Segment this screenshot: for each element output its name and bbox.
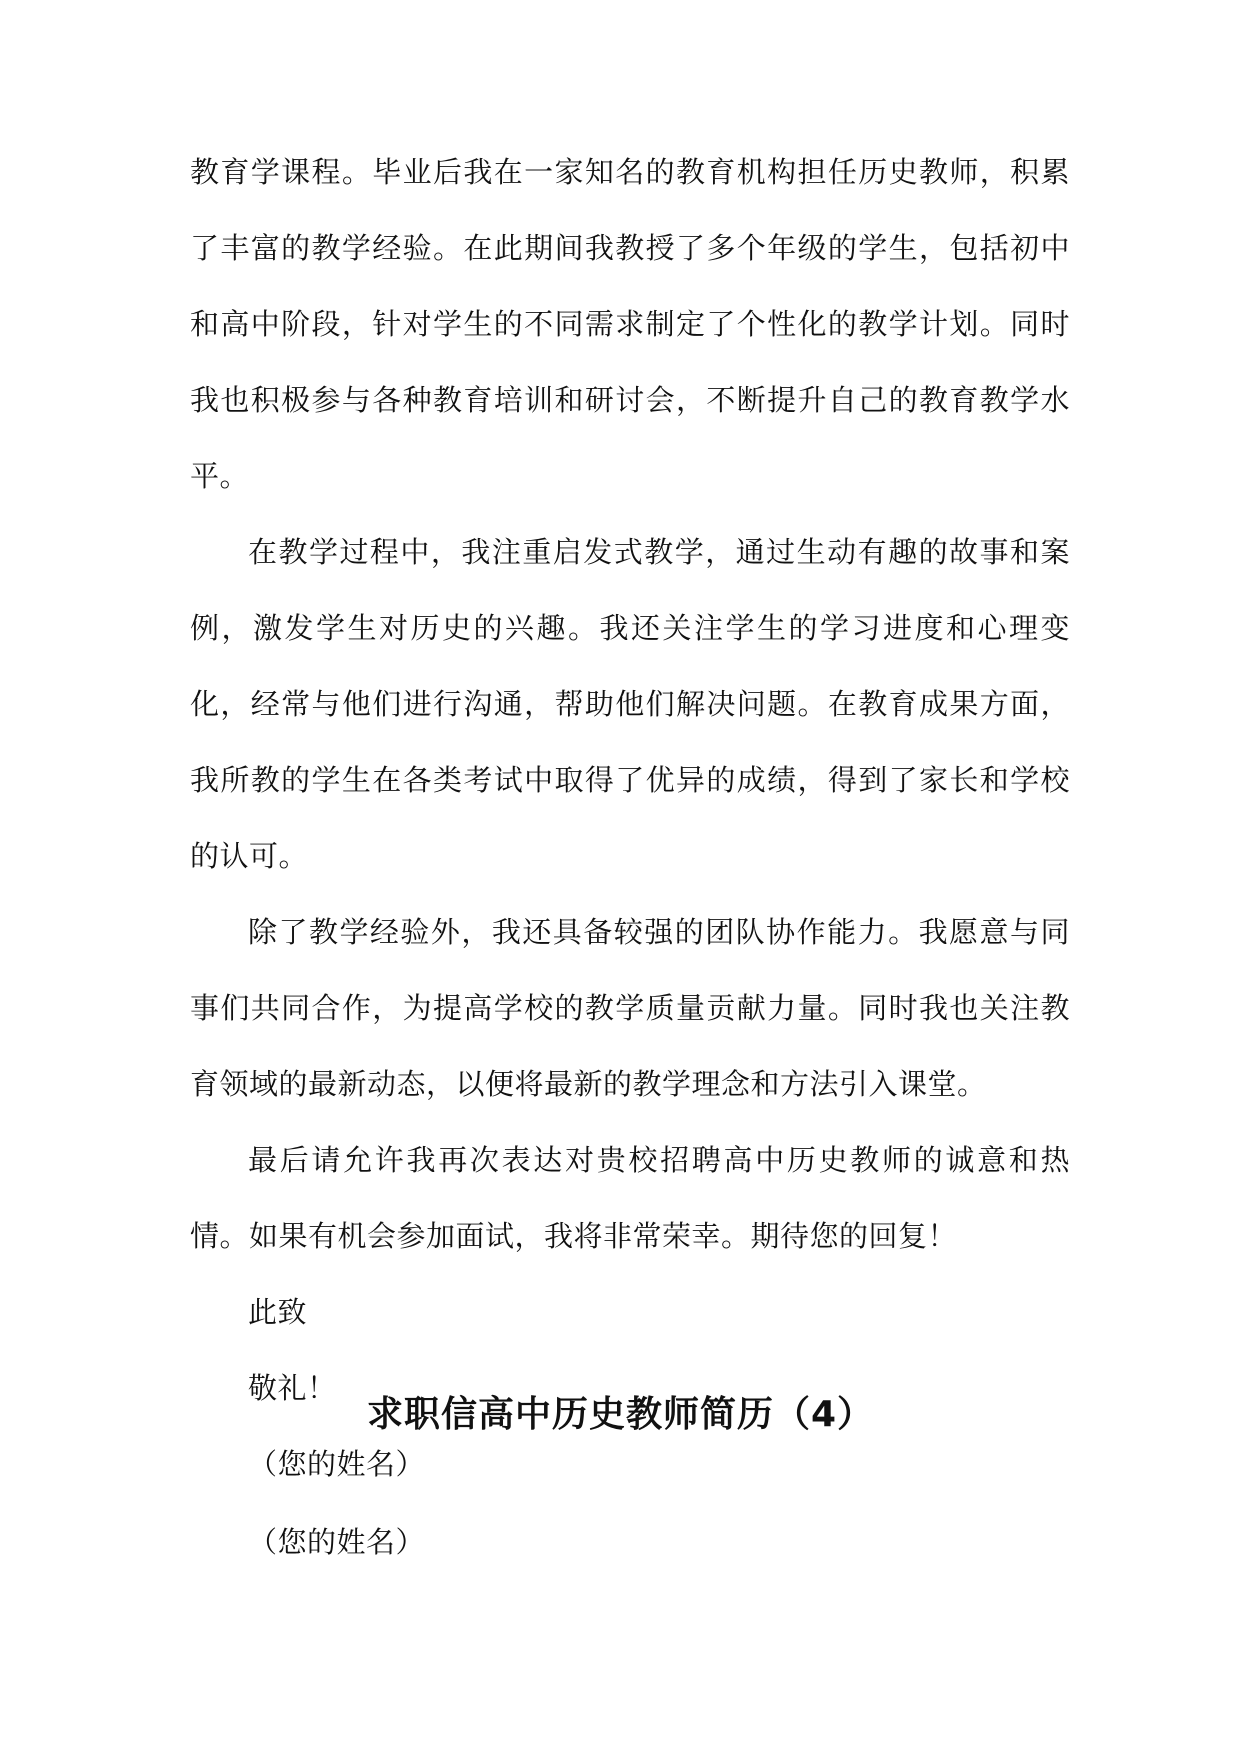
body-paragraph-3: 除了教学经验外，我还具备较强的团队协作能力。我愿意与同事们共同合作，为提高学校的教学质量贡献力量。同时我也关注教育领域的最新动态，以便将最新的教学理念和方法引入课堂。 <box>190 915 1070 1101</box>
section-heading: 求职信高中历史教师简历（4） <box>366 1394 875 1435</box>
body-paragraph-1: 教育学课程。毕业后我在一家知名的教育机构担任历史教师，积累了丰富的教学经验。在此期间我教授了多个年级的学生，包括初中和高中阶段，针对学生的不同需求制定了个性化的教学计划。同时我也积极参与各种教育培训和研讨会，不断提升自己的教育教学水平。 <box>190 155 1070 493</box>
closing-salutation: 此致 <box>248 1295 308 1329</box>
closing-signature: （您的姓名） <box>248 1447 426 1481</box>
resume-name-placeholder: （您的姓名） <box>248 1525 426 1559</box>
letter-body <box>190 134 1070 1502</box>
resume-block <box>190 1504 1070 1580</box>
body-paragraph-2: 在教学过程中，我注重启发式教学，通过生动有趣的故事和案例，激发学生对历史的兴趣。我还关注学生的学习进度和心理变化，经常与他们进行沟通，帮助他们解决问题。在教育成果方面，我所教的学生在各类考试中取得了优异的成绩，得到了家长和学校的认可。 <box>190 535 1070 873</box>
closing-regards: 敬礼！ <box>248 1371 337 1405</box>
body-paragraph-4: 最后请允许我再次表达对贵校招聘高中历史教师的诚意和热情。如果有机会参加面试，我将非常荣幸。期待您的回复！ <box>190 1143 1070 1253</box>
